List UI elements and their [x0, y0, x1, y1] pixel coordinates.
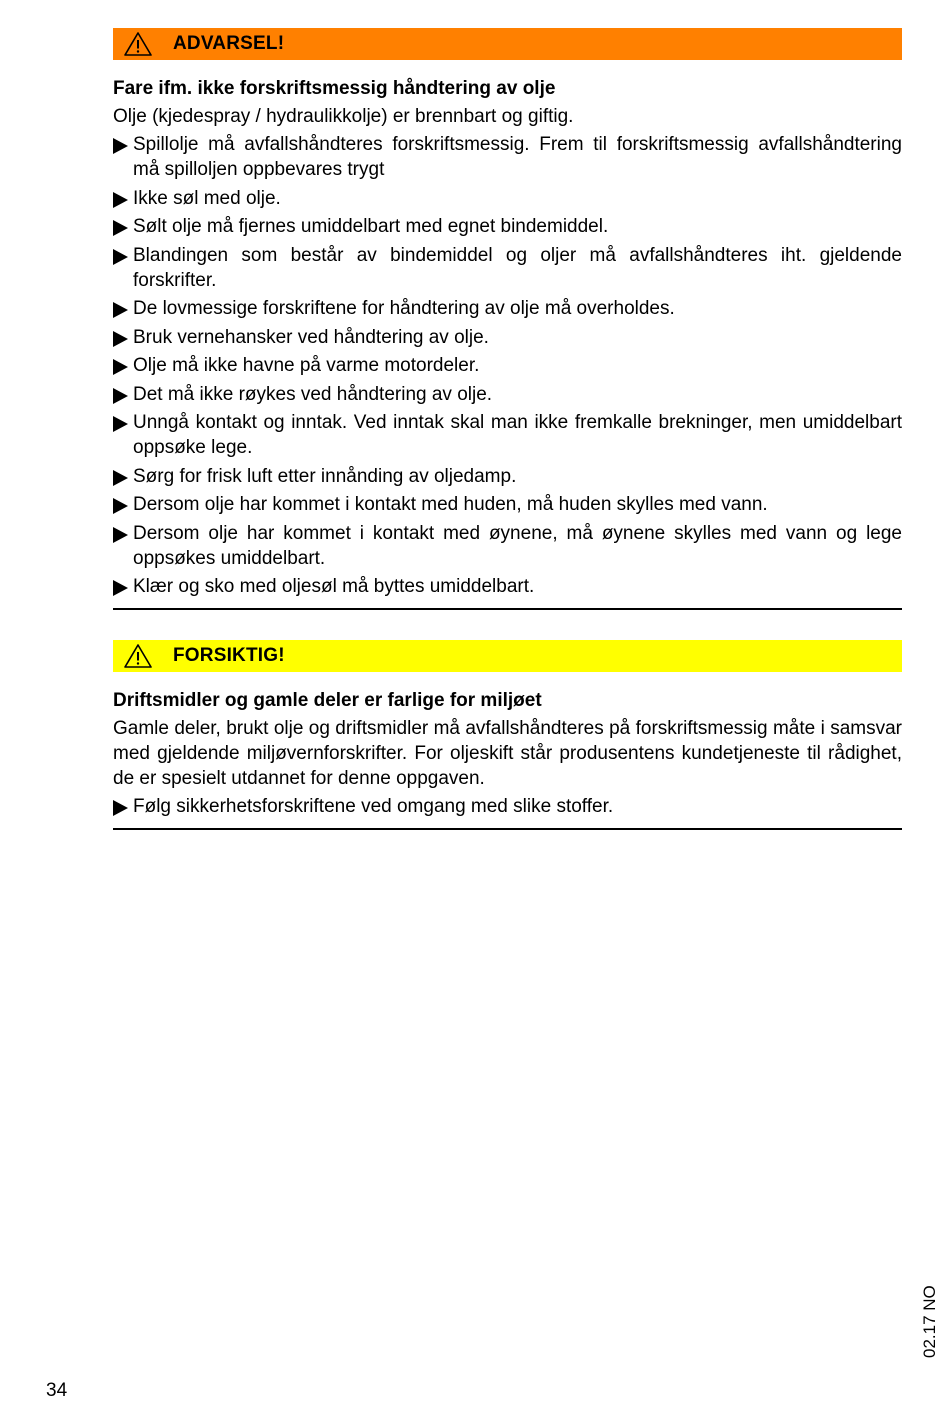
bullet-arrow-icon — [113, 302, 128, 318]
bullet-arrow-icon — [113, 359, 128, 375]
bullet-arrow-icon — [113, 416, 128, 432]
caution-heading: Driftsmidler og gamle deler er farlige for miljøet — [113, 690, 542, 711]
bullet-item — [113, 794, 902, 819]
bullet-arrow-icon — [113, 388, 128, 404]
bullet-arrow-icon — [113, 192, 128, 208]
bullet-text: Følg sikkerhetsforskriftene ved omgang med slike stoffer. — [133, 796, 614, 817]
bullet-text: Sølt olje må fjernes umiddelbart med egnet bindemiddel. — [133, 216, 609, 237]
bullet-arrow-icon — [113, 138, 128, 154]
bullet-item — [113, 382, 902, 407]
bullet-arrow-icon — [113, 249, 128, 265]
warning-intro: Olje (kjedespray / hydraulikkolje) er brennbart og giftig. — [113, 106, 574, 127]
bullet-arrow-icon — [113, 220, 128, 236]
bullet-arrow-icon — [113, 331, 128, 347]
bullet-item — [113, 521, 902, 571]
bullet-item — [113, 296, 902, 321]
warning-triangle-icon — [123, 31, 153, 57]
warning-banner-label: ADVARSEL! — [173, 33, 285, 54]
bullet-item — [113, 353, 902, 378]
bullet-text: Blandingen som består av bindemiddel og oljer må avfallshåndteres iht. gjeldende forskrifter. — [133, 244, 902, 291]
warning-bullet-list — [113, 132, 902, 599]
caution-section — [113, 640, 902, 830]
bullet-text: Dersom olje har kommet i kontakt med huden, må huden skylles med vann. — [133, 494, 768, 515]
bullet-text: Spillolje må avfallshåndteres forskriftsmessig. Frem til forskriftsmessig avfallshåndtering må spilloljen oppbevares trygt — [133, 134, 902, 180]
bullet-text: Sørg for frisk luft etter innånding av oljedamp. — [133, 465, 517, 487]
caution-bullet-list — [113, 794, 902, 819]
bullet-item — [113, 186, 902, 211]
caution-intro: Gamle deler, brukt olje og driftsmidler må avfallshåndteres på forskriftsmessig måte i samsvar med gjeldende miljøvernforskrifter. For oljeskift står produsentens kundetjeneste til rådighet, de er spesielt utdannet for denne oppgaven. — [113, 718, 902, 789]
bullet-item — [113, 243, 902, 293]
bullet-text: Ikke søl med olje. — [133, 187, 281, 209]
bullet-text: De lovmessige forskriftene for håndtering av olje må overholdes. — [133, 298, 675, 319]
caution-banner — [113, 640, 902, 672]
warning-heading: Fare ifm. ikke forskriftsmessig håndtering av olje — [113, 78, 556, 99]
bullet-item — [113, 325, 902, 350]
bullet-item — [113, 492, 902, 517]
bullet-item — [113, 214, 902, 239]
warning-triangle-icon — [123, 643, 153, 669]
bullet-text: Dersom olje har kommet i kontakt med øynene, må øynene skylles med vann og lege oppsøkes umiddelbart. — [133, 522, 902, 569]
warning-banner — [113, 28, 902, 60]
page-number: 34 — [46, 1380, 68, 1401]
bullet-arrow-icon — [113, 527, 128, 543]
bullet-text: Det må ikke røykes ved håndtering av olje. — [133, 383, 493, 405]
bullet-arrow-icon — [113, 470, 128, 486]
bullet-arrow-icon — [113, 580, 128, 596]
bullet-text: Olje må ikke havne på varme motordeler. — [133, 355, 480, 376]
section-divider — [113, 608, 902, 610]
bullet-arrow-icon — [113, 800, 128, 816]
warning-section — [113, 28, 902, 610]
bullet-text: Unngå kontakt og inntak. Ved inntak skal man ikke fremkalle brekninger, men umiddelbart oppsøke lege. — [133, 412, 902, 458]
section-divider — [113, 828, 902, 830]
bullet-item — [113, 410, 902, 460]
bullet-text: Klær og sko med oljesøl må byttes umiddelbart. — [133, 576, 535, 597]
edition-label: 02.17 NO — [920, 1285, 939, 1358]
page-content — [113, 28, 902, 830]
bullet-item — [113, 574, 902, 599]
bullet-text: Bruk vernehansker ved håndtering av olje. — [133, 326, 489, 348]
bullet-item — [113, 464, 902, 489]
bullet-arrow-icon — [113, 498, 128, 514]
caution-banner-label: FORSIKTIG! — [173, 645, 285, 666]
bullet-item — [113, 132, 902, 182]
